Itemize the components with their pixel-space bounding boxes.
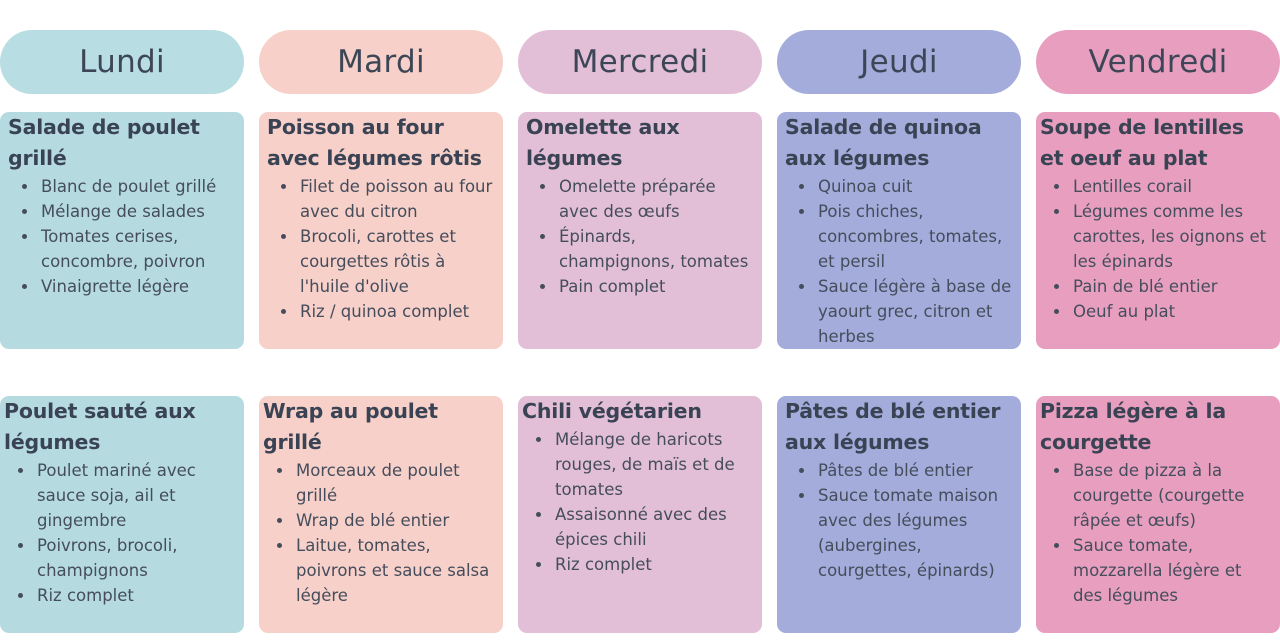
meal-title: Salade de poulet grillé bbox=[8, 115, 200, 170]
list-item: Riz complet bbox=[545, 552, 756, 577]
list-item: Sauce légère à base de yaourt grec, citron et herbes bbox=[808, 274, 1015, 349]
meal-title: Salade de quinoa aux légumes bbox=[785, 115, 982, 170]
list-item: Mélange de salades bbox=[31, 199, 238, 224]
list-item: Pâtes de blé entier bbox=[808, 458, 1015, 483]
list-item: Quinoa cuit bbox=[808, 174, 1015, 199]
meal-card bbox=[518, 112, 762, 349]
list-item: Riz complet bbox=[27, 583, 238, 608]
list-item: Mélange de haricots rouges, de maïs et de tomates bbox=[545, 427, 756, 502]
meal-card bbox=[1036, 396, 1280, 633]
meal-card bbox=[777, 112, 1021, 349]
ingredient-list bbox=[263, 458, 497, 608]
list-item: Morceaux de poulet grillé bbox=[286, 458, 497, 508]
ingredient-list bbox=[8, 174, 238, 299]
list-item: Wrap de blé entier bbox=[286, 508, 497, 533]
meal-card bbox=[518, 396, 762, 633]
meal-title: Pâtes de blé entier aux légumes bbox=[785, 399, 1001, 454]
column-vendredi bbox=[1036, 0, 1280, 640]
meal-title: Poulet sauté aux légumes bbox=[4, 399, 196, 454]
ingredient-list bbox=[785, 174, 1015, 349]
day-header-jeudi: Jeudi bbox=[777, 30, 1021, 94]
ingredient-list bbox=[526, 174, 756, 299]
list-item: Sauce tomate maison avec des légumes (aubergines, courgettes, épinards) bbox=[808, 483, 1015, 583]
ingredient-list bbox=[1040, 174, 1274, 324]
list-item: Vinaigrette légère bbox=[31, 274, 238, 299]
column-jeudi bbox=[777, 0, 1021, 640]
column-mardi bbox=[259, 0, 503, 640]
list-item: Riz / quinoa complet bbox=[290, 299, 497, 324]
list-item: Pois chiches, concombres, tomates, et persil bbox=[808, 199, 1015, 274]
list-item: Lentilles corail bbox=[1063, 174, 1274, 199]
ingredient-list bbox=[522, 427, 756, 577]
meal-title: Soupe de lentilles et oeuf au plat bbox=[1040, 115, 1244, 170]
meal-card bbox=[259, 396, 503, 633]
list-item: Tomates cerises, concombre, poivron bbox=[31, 224, 238, 274]
ingredient-list bbox=[785, 458, 1015, 583]
list-item: Pain de blé entier bbox=[1063, 274, 1274, 299]
meal-card bbox=[259, 112, 503, 349]
list-item: Pain complet bbox=[549, 274, 756, 299]
list-item: Poivrons, brocoli, champignons bbox=[27, 533, 238, 583]
column-lundi bbox=[0, 0, 244, 640]
column-mercredi bbox=[518, 0, 762, 640]
list-item: Brocoli, carottes et courgettes rôtis à l'huile d'olive bbox=[290, 224, 497, 299]
list-item: Légumes comme les carottes, les oignons et les épinards bbox=[1063, 199, 1274, 274]
day-header-lundi: Lundi bbox=[0, 30, 244, 94]
ingredient-list bbox=[4, 458, 238, 608]
meal-card bbox=[0, 112, 244, 349]
list-item: Sauce tomate, mozzarella légère et des légumes bbox=[1063, 533, 1274, 608]
meal-card bbox=[777, 396, 1021, 633]
ingredient-list bbox=[1040, 458, 1274, 608]
day-header-vendredi: Vendredi bbox=[1036, 30, 1280, 94]
meal-title: Chili végétarien bbox=[522, 399, 702, 423]
meal-card bbox=[0, 396, 244, 633]
list-item: Laitue, tomates, poivrons et sauce salsa légère bbox=[286, 533, 497, 608]
meal-title: Pizza légère à la courgette bbox=[1040, 399, 1226, 454]
list-item: Omelette préparée avec des œufs bbox=[549, 174, 756, 224]
day-header-mercredi: Mercredi bbox=[518, 30, 762, 94]
list-item: Filet de poisson au four avec du citron bbox=[290, 174, 497, 224]
meal-title: Wrap au poulet grillé bbox=[263, 399, 438, 454]
list-item: Oeuf au plat bbox=[1063, 299, 1274, 324]
list-item: Épinards, champignons, tomates bbox=[549, 224, 756, 274]
list-item: Blanc de poulet grillé bbox=[31, 174, 238, 199]
meal-title: Poisson au four avec légumes rôtis bbox=[267, 115, 482, 170]
list-item: Assaisonné avec des épices chili bbox=[545, 502, 756, 552]
ingredient-list bbox=[267, 174, 497, 324]
list-item: Base de pizza à la courgette (courgette râpée et œufs) bbox=[1063, 458, 1274, 533]
meal-title: Omelette aux légumes bbox=[526, 115, 680, 170]
meal-card bbox=[1036, 112, 1280, 349]
day-header-mardi: Mardi bbox=[259, 30, 503, 94]
list-item: Poulet mariné avec sauce soja, ail et gingembre bbox=[27, 458, 238, 533]
